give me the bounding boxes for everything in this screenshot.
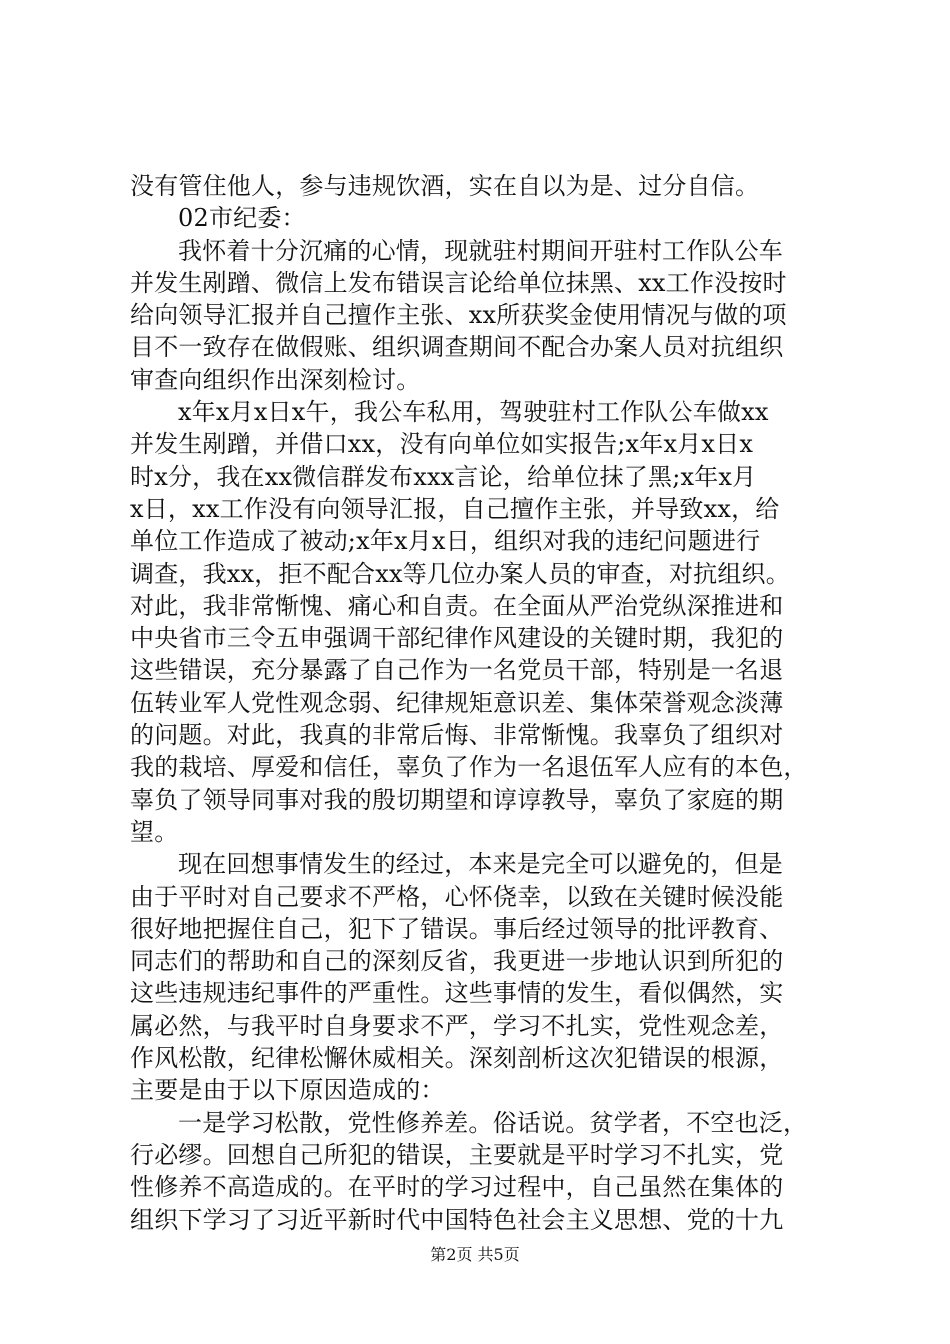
text-line: 这些错误，充分暴露了自己作为一名党员干部，特别是一名退 (130, 656, 784, 685)
text-line: 作风松散，纪律松懈休威相关。深刻剖析这次犯错误的根源， (130, 1044, 784, 1073)
text-line: 辜负了领导同事对我的殷切期望和谆谆教导，辜负了家庭的期 (130, 785, 784, 814)
text-line: 目不一致存在做假账、组织调查期间不配合办案人员对抗组织 (130, 333, 784, 362)
text-line: 单位工作造成了被动;x年x月x日，组织对我的违纪问题进行 (130, 527, 761, 556)
text-line: 主要是由于以下原因造成的： (130, 1076, 445, 1105)
text-line: 并发生剐蹭、微信上发布错误言论给单位抹黑、xx工作没按时 (130, 268, 787, 297)
text-line: 现在回想事情发生的经过，本来是完全可以避免的，但是 (178, 850, 783, 879)
text-line: 由于平时对自己要求不严格，心怀侥幸，以致在关键时候没能 (130, 882, 784, 911)
text-line: 没有管住他人，参与违规饮酒，实在自以为是、过分自信。 (130, 172, 760, 200)
text-line: 这些违规违纪事件的严重性。这些事情的发生，看似偶然，实 (130, 979, 784, 1008)
text-line: 性修养不高造成的。在平时的学习过程中，自己虽然在集体的 (130, 1173, 784, 1202)
text-line: 审查向组织作出深刻检讨。 (130, 365, 421, 394)
text-line: 组织下学习了习近平新时代中国特色社会主义思想、党的十九 (130, 1205, 784, 1234)
text-line: 中央省市三令五申强调干部纪律作风建设的关键时期，我犯的 (130, 624, 784, 653)
text-line: 行必缪。回想自己所犯的错误，主要就是平时学习不扎实，党 (130, 1140, 784, 1169)
text-line: 02市纪委： (178, 204, 306, 233)
text-line: 伍转业军人党性观念弱、纪律规矩意识差、集体荣誉观念淡薄 (130, 688, 784, 717)
text-line: 的问题。对此，我真的非常后悔、非常惭愧。我辜负了组织对 (130, 721, 784, 750)
text-line: 我的栽培、厚爱和信任，辜负了作为一名退伍军人应有的本色， (130, 753, 808, 782)
page-footer: 第2页 共5页 (430, 1245, 520, 1264)
text-line: 我怀着十分沉痛的心情，现就驻村期间开驻村工作队公车 (178, 236, 783, 265)
document-body (130, 170, 830, 1236)
text-line: 给向领导汇报并自己擅作主张、xx所获奖金使用情况与做的项 (130, 301, 787, 330)
text-line: 对此，我非常惭愧、痛心和自责。在全面从严治党纵深推进和 (130, 591, 784, 620)
text-line: 一是学习松散，党性修养差。俗话说。贫学者，不空也泛， (178, 1108, 808, 1137)
text-line: 时x分，我在xx微信群发布xxx言论，给单位抹了黑;x年x月 (130, 462, 757, 491)
text-line: 调查，我xx，拒不配合xx等几位办案人员的审查，对抗组织。 (130, 559, 790, 588)
text-line: x日，xx工作没有向领导汇报，自己擅作主张，并导致xx，给 (130, 494, 780, 523)
text-line: x年x月x日x午，我公车私用，驾驶驻村工作队公车做xx (178, 398, 769, 427)
text-line: 很好地把握住自己，犯下了错误。事后经过领导的批评教育、 (130, 914, 784, 943)
text-line: 属必然，与我平时自身要求不严，学习不扎实，党性观念差， (130, 1011, 784, 1040)
text-line: 同志们的帮助和自己的深刻反省，我更进一步地认识到所犯的 (130, 947, 784, 976)
text-line: 并发生剐蹭，并借口xx，没有向单位如实报告;x年x月x日x (130, 430, 754, 459)
text-line: 望。 (130, 817, 179, 846)
